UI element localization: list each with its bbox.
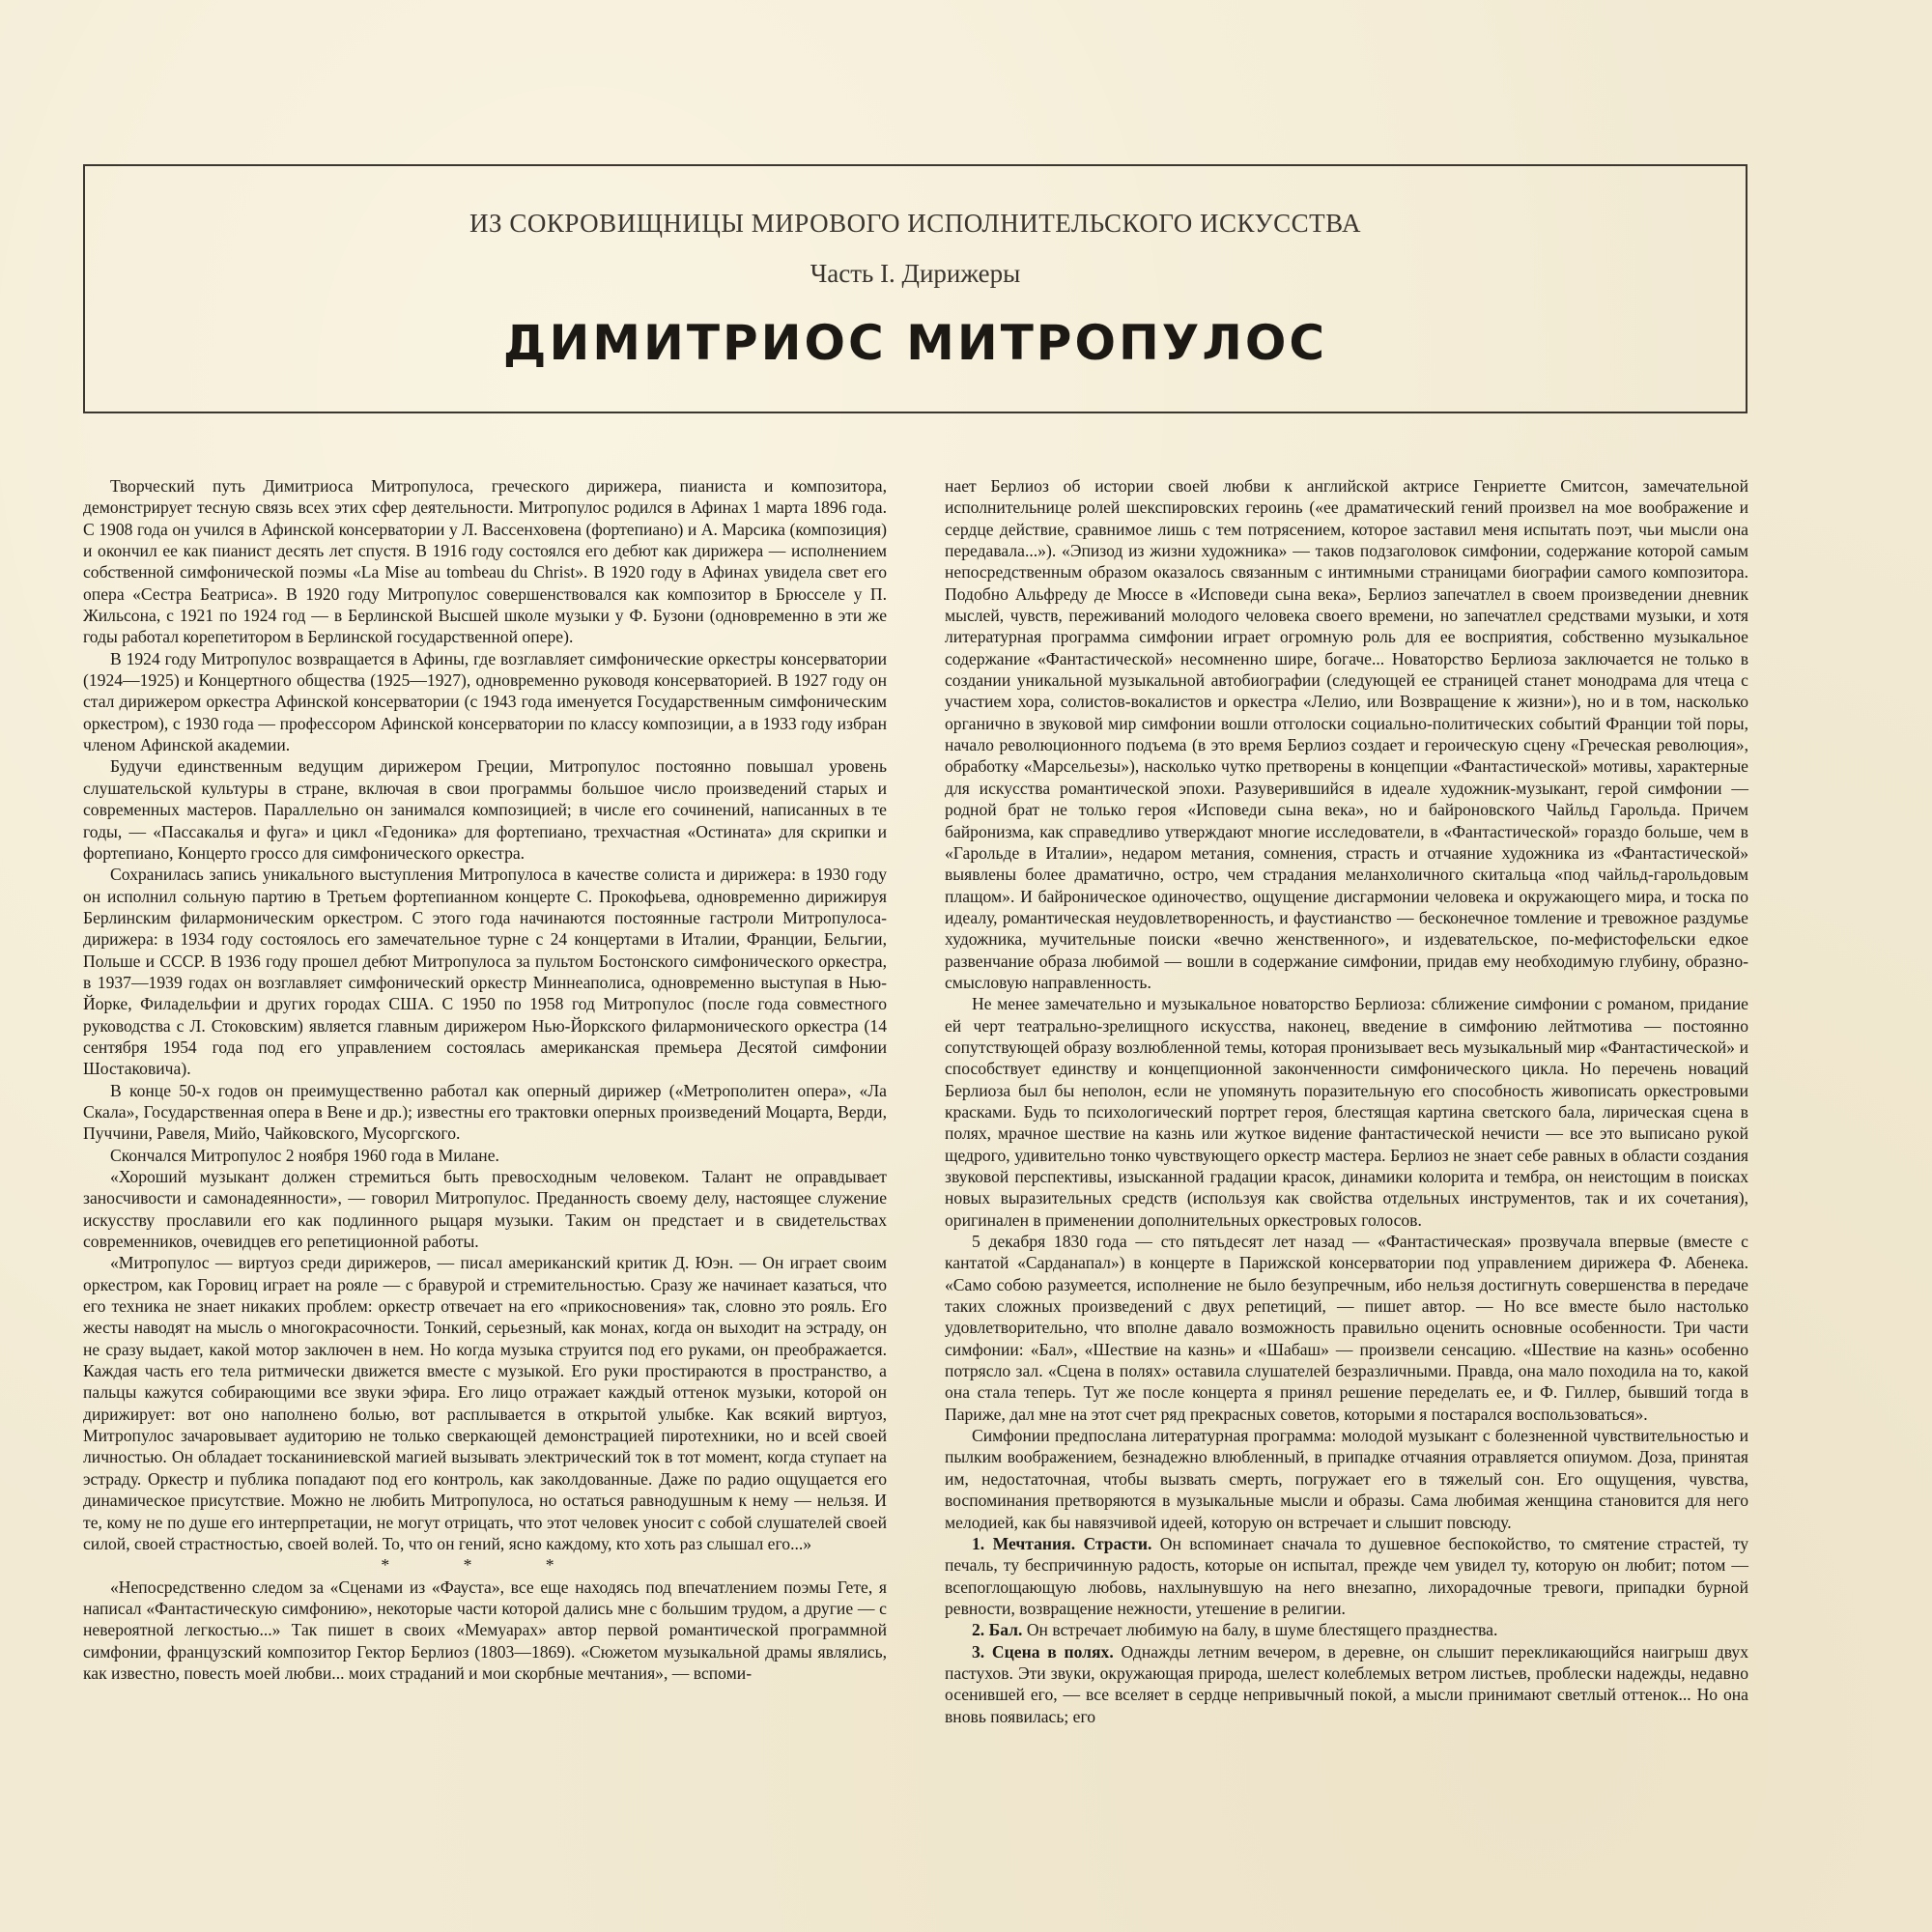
program-item-text: Однажды летним вечером, в деревне, он слышит перекликающийся наигрыш двух пастухов. Эти звуки, окружающая природа, шелест колеблемых ветром листьев, проблески надежды, недавно осенившей его, — все вселяет в сердце непривычный покой, а мысли принимают светлый оттенок... Но она вновь появилась; его <box>945 1641 1749 1726</box>
paragraph: нает Берлиоз об истории своей любви к английской актрисе Генриетте Смитсон, замечательной исполнительнице ролей шекспировских героинь («ее драматический гений произвел на мое воображение и сердце действие, сравнимое лишь с тем потрясением, которое заставил меня испытать поэт, чьи мысли она передавала...»). «Эпизод из жизни художника» — таков подзаголовок симфонии, содержание которой самым непосредственным образом оказалось связанным с интимными страницами биографии самого композитора. Подобно Альфреду де Мюссе в «Исповеди сына века», Берлиоз запечатлел в своем произведении дневник мыслей, чувств, переживаний молодого человека своего времени, но запечатлел средствами музыки, и хотя литературная программа симфонии играет огромную роль для ее восприятия, собственно музыкальное содержание «Фантастической» несомненно шире, богаче... Новаторство Берлиоза заключается не только в создании уникальной музыкальной автобиографии (следующей ее страницей станет монодрама для чтеца с участием хора, солистов-вокалистов и оркестра «Лелио, или Возвращение к жизни»), но и в том, насколько органично в звуковой мир симфонии вошли отголоски социально-политических событий Франции той поры, начало революционного подъема (в это время Берлиоз создает и героическую сцену «Греческая революция», обработку «Марсельезы»), насколько чутко претворены в концепции «Фантастической» мотивы, характерные для искусства романтической эпохи. Разуверившийся в идеале художник-музыкант, герой симфонии — родной брат не только героя «Исповеди сына века», но и байроновского Чайльд Гарольда. Причем байронизма, как справедливо утверждают многие исследователи, в «Фантастической» гораздо больше, чем в «Гарольде в Италии», недаром метания, сомнения, страсть и отчаяние художника из «Фантастической» выявлены более драматично, остро, чем страдания меланхоличного скитальца «под чайльд-гарольдовым плащом». И байроническое одиночество, ощущение дисгармонии человека и окружающего мира, и тоска по идеалу, романтическая неудовлетворенность, и фаустианство — бесконечное томление и тревожное раздумье художника, мучительные поиски «вечно женственного», и издевательское, по-мефистофельски едкое развенчание образа любимой — вошли в содержание симфонии, придав ему необходимую глубину, образно-смысловую направленность. <box>945 476 1748 992</box>
paragraph: Скончался Митропулос 2 ноября 1960 года в Милане. <box>110 1145 499 1165</box>
program-item-text: Он встречает любимую на балу, в шуме блестящего празднества. <box>1022 1620 1498 1640</box>
paragraph: Симфонии предпослана литературная программа: молодой музыкант с болезненной чувствительностью и пылким воображением, безнадежно влюбленный, в припадке отчаяния отравляется опиумом. Доза, принятая им, недостаточная, чтобы вызвать смерть, погружает его в тяжелый сон. Его ощущения, чувства, воспоминания претворяются в музыкальные мысли и образы. Сама любимая женщина становится для него мелодией, как бы навязчивой идеей, которую он встречает и слышит повсюду. <box>945 1426 1748 1532</box>
program-item <box>945 1641 1748 1727</box>
section-divider: * * * <box>381 1555 589 1576</box>
part-subtitle: Часть I. Дирижеры <box>810 259 1021 288</box>
program-item-heading: 3. Сцена в полях. <box>972 1641 1114 1662</box>
left-column <box>83 475 887 1684</box>
paragraph: Будучи единственным ведущим дирижером Греции, Митропулос постоянно повышал уровень слушательской культуры в стране, включая в свои программы большое число произведений старых и современных мастеров. Параллельно он занимался композицией; в числе его сочинений, написанных в те годы, — «Пассакалья и фуга» и цикл «Гедоника» для фортепиано, трехчастная «Остината» для скрипки и фортепиано, Концерто гроссо для симфонического оркестра. <box>83 756 887 863</box>
program-item-text: Он вспоминает сначала то душевное беспокойство, то смятение страстей, ту печаль, ту беспричинную радость, которые он испытал, прежде чем увидел ту, которую он любит; потом — всепоглощающую любовь, нахлынувшую на него внезапно, лихорадочные тревоги, припадки бурной ревности, возвращение нежности, утешение в религии. <box>945 1533 1749 1618</box>
paragraph: «Хороший музыкант должен стремиться быть превосходным человеком. Талант не оправдывает заносчивости и самонадеянности», — говорил Митропулос. Преданность своему делу, настоящее служение искусству прославили его как подлинного рыцаря музыки. Таким он предстает и в свидетельствах современников, очевидцев его репетиционной работы. <box>83 1167 887 1252</box>
paragraph: В конце 50-х годов он преимущественно работал как оперный дирижер («Метрополитен опера», «Ла Скала», Государственная опера в Вене и др.); известны его трактовки оперных произведений Моцарта, Верди, Пуччини, Равеля, Мийо, Чайковского, Мусоргского. <box>83 1080 887 1144</box>
paragraph: Не менее замечательно и музыкальное новаторство Берлиоза: сближение симфонии с романом, придание ей черт театрально-зрелищного искусства, наконец, введение в симфонию лейтмотива — постоянно сопутствующей образу возлюбленной темы, которая пронизывает весь музыкальный мир «Фантастической» и способствует единству и концепционной законченности симфонического цикла. Но перечень новаций Берлиоза был бы неполон, если не упомянуть поразительную его способность живописать оркестровыми красками. Будь то психологический портрет героя, блестящая картина светского бала, лирическая сцена в полях, мрачное шествие на казнь или жуткое видение фантастической нечисти — все это выписано рукой щедрого, удивительно тонко чувствующего оркестр мастера. Берлиоз не знает себе равных в области создания звуковой перспективы, изысканной градации красок, динамики колорита и тембра, он неистощим в поисках новых выразительных средств (используя как свойства отдельных инструментов, так и их сочетания), оригинален в применении дополнительных оркестровых голосов. <box>945 994 1748 1230</box>
series-title: ИЗ СОКРОВИЩНИЦЫ МИРОВОГО ИСПОЛНИТЕЛЬСКОГО ИСКУССТВА <box>469 209 1361 238</box>
program-item-heading: 1. Мечтания. Страсти. <box>972 1533 1152 1553</box>
quote-paragraph: «Митропулос — виртуоз среди дирижеров, — писал американский критик Д. Юэн. — Он играет своим оркестром, как Горовиц играет на рояле — с бравурой и стремительностью. Сразу же начинает казаться, что его техника не знает никаких проблем: оркестр отвечает на его «прикосновения» так, словно это рояль. Его жесты наводят на мысль о многокрасочности. Тонкий, серьезный, как монах, когда он выходит на эстраду, он не сразу выдает, какой мотор заключен в нем. Но когда музыка струится под его руками, он преображается. Каждая часть его тела ритмически движется вместе с музыкой. Его руки простираются в пространство, а пальцы кажутся собирающими все звуки эфира. Его лицо отражает каждый оттенок музыки, которой он дирижирует: вот оно наполнено болью, вот расплывается в открытой улыбке. Как всякий виртуоз, Митропулос зачаровывает аудиторию не только сверкающей демонстрацией пиротехники, но и всей своей личностью. Он обладает тосканиниевской магией вызывать электрический ток в тот момент, когда ступает на эстраду. Оркестр и публика попадают под его контроль, как заколдованные. Даже по радио ощущается его динамическое присутствие. Можно не любить Митропулоса, но остаться равнодушным к нему — нельзя. И те, кому не по душе его интерпретации, не могут отрицать, что этот человек уносит с собой слушателей своей силой, своей страстностью, своей волей. То, что он гений, ясно каждому, кто хоть раз слышал его...» <box>83 1253 887 1553</box>
paragraph: «Непосредственно следом за «Сценами из «Фауста», все еще находясь под впечатлением поэмы Гете, я написал «Фантастическую симфонию», некоторые части которой дались мне с большим трудом, а другие — с невероятной легкостью...» Так пишет в своих «Мемуарах» автор первой романтической программной симфонии, французский композитор Гектор Берлиоз (1803—1869). «Сюжетом музыкальной драмы являлись, как известно, повесть моей любви... моих страданий и мои скорбные мечтания», — вспоми- <box>83 1577 887 1683</box>
conductor-name: ДИМИТРИОС МИТРОПУЛОС <box>502 315 1328 371</box>
title-frame <box>83 164 1747 413</box>
program-item-heading: 2. Бал. <box>972 1620 1023 1640</box>
program-item <box>945 1619 1748 1640</box>
paragraph: 5 декабря 1830 года — сто пятьдесят лет назад — «Фантастическая» прозвучала впервые (вместе с кантатой «Сарданапал») в концерте в Парижской консерватории под управлением дирижера Ф. Абенека. «Само собою разумеется, исполнение не было безупречным, ибо нельзя достигнуть совершенства в передаче таких сложных произведений с двух репетиций, — пишет автор. — Но все вместе было настолько удовлетворительно, что вполне давало возможность правильно оценить основные особенности. Три части симфонии: «Бал», «Шествие на казнь» и «Шабаш» — произвели сенсацию. «Шествие на казнь» особенно потрясло зал. «Сцена в полях» оставила слушателей безразличными. Правда, она мало походила на то, какой она стала теперь. Тут же после концерта я принял решение переделать ее, и Ф. Гиллер, бывший тогда в Париже, дал мне на этот счет ряд прекрасных советов, которыми я постарался воспользоваться». <box>945 1232 1748 1424</box>
right-column <box>945 475 1748 1727</box>
paragraph: В 1924 году Митропулос возвращается в Афины, где возглавляет симфонические оркестры консерватории (1924—1925) и Концертного общества (1925—1927), одновременно руководя консерваторией. В 1927 году он стал дирижером оркестра Афинской консерватории (с 1943 года именуется Государственным симфоническим оркестром), с 1930 года — профессором Афинской консерватории по классу композиции, а в 1933 году избран членом Афинской академии. <box>83 648 887 755</box>
paragraph: Творческий путь Димитриоса Митропулоса, греческого дирижера, пианиста и композитора, демонстрирует тесную связь всех этих сфер деятельности. Митропулос родился в Афинах 1 марта 1896 года. С 1908 года он учился в Афинской консерватории у Л. Вассенховена (фортепиано) и А. Марсика (композиция) и окончил ее как пианист десять лет спустя. В 1916 году состоялся его дебют как дирижера — исполнением собственной симфонической поэмы «La Mise au tombeau du Christ». В 1920 году в Афинах увидела свет его опера «Сестра Беатриса». В 1920 году Митропулос совершенствовался как композитор в Брюсселе у П. Жильсона, с 1921 по 1924 год — в Берлинской Высшей школе музыки у Ф. Бузони (одновременно в эти же годы работал корепетитором в Берлинской государственной опере). <box>83 476 887 647</box>
program-item <box>945 1533 1748 1619</box>
paragraph: Сохранилась запись уникального выступления Митропулоса в качестве солиста и дирижера: в 1930 году он исполнил сольную партию в Третьем фортепианном концерте С. Прокофьева, одновременно дирижируя Берлинским филармоническим оркестром. С этого года начинаются постоянные гастроли Митропулоса-дирижера: в 1934 году состоялось его замечательное турне с 24 концертами в Италии, Франции, Бельгии, Польше и СССР. В 1936 году прошел дебют Митропулоса за пультом Бостонского симфонического оркестра, в 1937—1939 годах он возглавляет симфонический оркестр Миннеаполиса, одновременно выступая в Нью-Йорке, Филадельфии и других городах США. С 1950 по 1958 год Митропулос (после года совместного руководства с Л. Стоковским) является главным дирижером Нью-Йоркского филармонического оркестра (14 сентября 1954 года под его управлением состоялась американская премьера Десятой симфонии Шостаковича). <box>83 865 887 1079</box>
